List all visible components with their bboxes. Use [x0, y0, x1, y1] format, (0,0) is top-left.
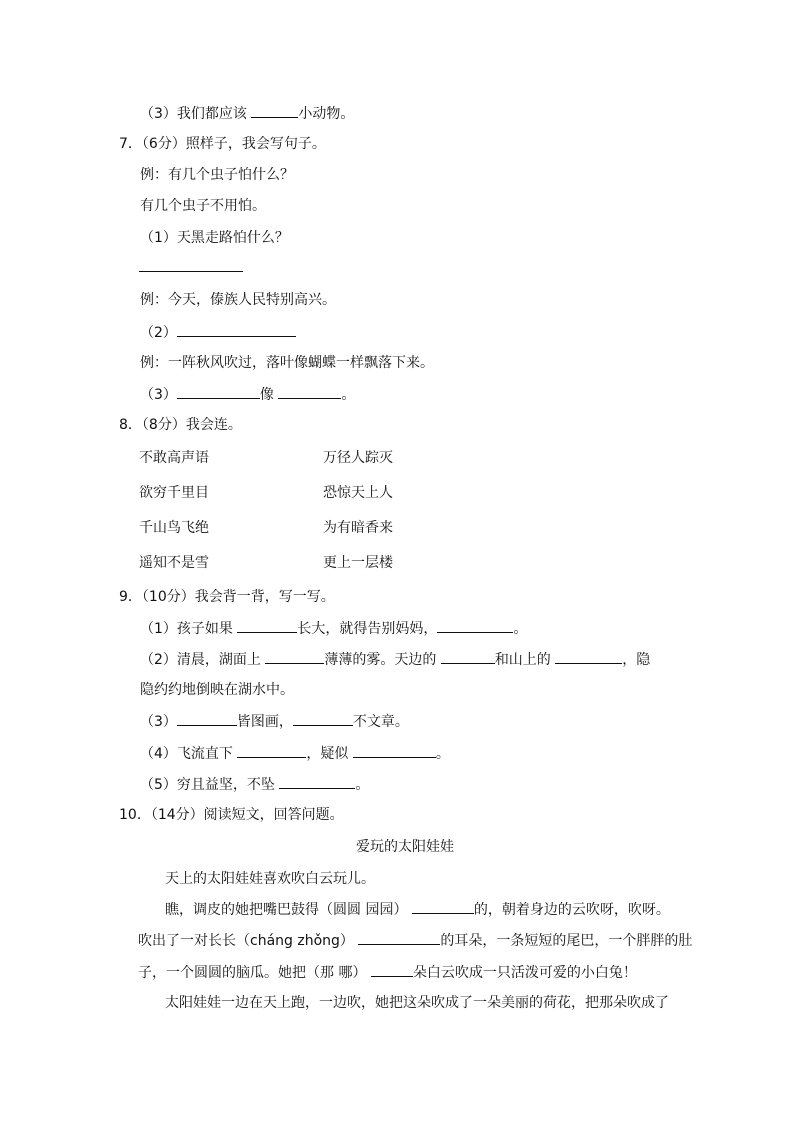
q8-right-2[interactable]: 为有暗香来 — [323, 520, 393, 536]
passage-paragraph2-line1 — [165, 899, 670, 920]
p2-blank2[interactable] — [358, 930, 440, 945]
q9-line4-text-b: ，疑似 — [306, 746, 353, 762]
p2-text-d: 的耳朵，一条短短的尾巴，一个胖胖的肚 — [440, 933, 693, 949]
q9-line3-text-b: 皆图画， — [236, 714, 293, 730]
q9-line3-text-c: 不文章。 — [352, 714, 409, 730]
q7-item2-blank[interactable] — [177, 322, 296, 337]
q8-right-1[interactable]: 恐惊天上人 — [323, 485, 393, 501]
q7-item3-blank2[interactable] — [278, 384, 341, 399]
q9-line2-continuation: 隐约约地倒映在湖水中。 — [140, 682, 294, 698]
q9-line1-text-b: 长大，就得告别妈妈， — [297, 621, 438, 637]
q9-line5-blank[interactable] — [279, 774, 355, 789]
q7-item3-mid: 像 — [259, 387, 279, 403]
passage-paragraph3: 太阳娃娃一边在天上跑，一边吹，她把这朵吹成了一朵美丽的荷花，把那朵吹成了 — [165, 995, 669, 1011]
passage-paragraph2-line2 — [138, 930, 692, 951]
q6-item3-suffix: 小动物。 — [298, 106, 355, 122]
q9-line2 — [140, 649, 650, 670]
p2-blank1[interactable] — [412, 899, 474, 914]
passage-title: 爱玩的太阳娃娃 — [356, 839, 454, 855]
q9-line2-text-b: 薄薄的雾。天边的 — [324, 652, 441, 668]
q8-header: 8．（8分）我会连。 — [119, 417, 242, 433]
q9-line3-blank1[interactable] — [177, 711, 237, 726]
q9-line2-text-c: 和山上的 — [494, 652, 556, 668]
q7-item2 — [140, 322, 296, 343]
q7-example1-question: 例：有几个虫子怕什么？ — [140, 167, 294, 183]
q9-line1-text-a: （1）孩子如果 — [140, 621, 238, 637]
p2-text-e: 子，一个圆圆的脑瓜。她把（那 哪） — [138, 965, 371, 981]
q9-line2-blank1[interactable] — [265, 649, 324, 664]
q8-left-2[interactable]: 千山鸟飞绝 — [139, 520, 209, 536]
q7-item1-blank[interactable] — [139, 257, 243, 272]
q8-right-3[interactable]: 更上一层楼 — [323, 555, 393, 571]
p2-blank3[interactable] — [371, 962, 413, 977]
q9-line4-text-a: （4）飞流直下 — [140, 746, 238, 762]
q6-item3 — [140, 103, 354, 124]
q9-line1 — [140, 618, 527, 639]
q10-header: 10．（14分）阅读短文，回答问题。 — [119, 807, 344, 823]
q7-item3-blank1[interactable] — [177, 384, 260, 399]
q9-line2-text-d: ，隐 — [622, 652, 651, 668]
q7-item3-end: 。 — [341, 387, 356, 403]
q9-line1-text-c: 。 — [513, 621, 528, 637]
q9-header: 9．（10分）我会背一背，写一写。 — [119, 589, 335, 605]
q7-item2-label: （2） — [140, 325, 177, 341]
q7-example3: 例：一阵秋风吹过，落叶像蝴蝶一样飘落下来。 — [140, 355, 434, 371]
q7-item1-answer-line[interactable] — [139, 257, 243, 278]
q9-line4-blank1[interactable] — [237, 743, 306, 758]
q9-line3-blank2[interactable] — [293, 711, 353, 726]
q8-left-0[interactable]: 不敢高声语 — [139, 450, 209, 466]
q9-line3 — [140, 711, 409, 732]
q9-line5-text-a: （5）穷且益坚，不坠 — [140, 777, 280, 793]
q7-example2: 例：今天，傣族人民特别高兴。 — [140, 292, 336, 308]
q9-line4-blank2[interactable] — [353, 743, 436, 758]
q7-example1-answer: 有几个虫子不用怕。 — [140, 198, 266, 214]
q9-line1-blank2[interactable] — [437, 618, 513, 633]
q9-line2-blank3[interactable] — [555, 649, 622, 664]
passage-paragraph2-line3 — [138, 962, 637, 983]
q9-line4 — [140, 743, 450, 764]
q7-item3 — [140, 384, 355, 405]
q9-line4-text-c: 。 — [435, 746, 450, 762]
q7-header: 7．（6分）照样子，我会写句子。 — [119, 136, 326, 152]
q9-line2-text-a: （2）清晨，湖面上 — [140, 652, 266, 668]
p2-text-c: 吹出了一对长长（cháng zhǒng） — [138, 933, 359, 949]
q9-line3-label: （3） — [140, 714, 177, 730]
q9-line1-blank1[interactable] — [237, 618, 297, 633]
q7-item1: （1）天黑走路怕什么？ — [140, 230, 289, 246]
q8-left-1[interactable]: 欲穷千里目 — [139, 485, 209, 501]
p2-text-f: 朵白云吹成一只活泼可爱的小白兔！ — [412, 965, 637, 981]
q9-line5-text-b: 。 — [355, 777, 370, 793]
q9-line2-blank2[interactable] — [441, 649, 495, 664]
passage-paragraph1: 天上的太阳娃娃喜欢吹白云玩儿。 — [165, 871, 375, 887]
q7-item3-label: （3） — [140, 387, 177, 403]
q8-right-0[interactable]: 万径人踪灭 — [323, 450, 393, 466]
q6-item3-text: （3）我们都应该 — [140, 106, 252, 122]
q6-item3-blank[interactable] — [251, 103, 298, 118]
p2-text-b: 的，朝着身边的云吹呀，吹呀。 — [473, 902, 670, 918]
p2-text-a: 瞧，调皮的她把嘴巴鼓得（圆圆 园园） — [165, 902, 412, 918]
q8-left-3[interactable]: 遥知不是雪 — [139, 555, 209, 571]
q9-line5 — [140, 774, 369, 795]
